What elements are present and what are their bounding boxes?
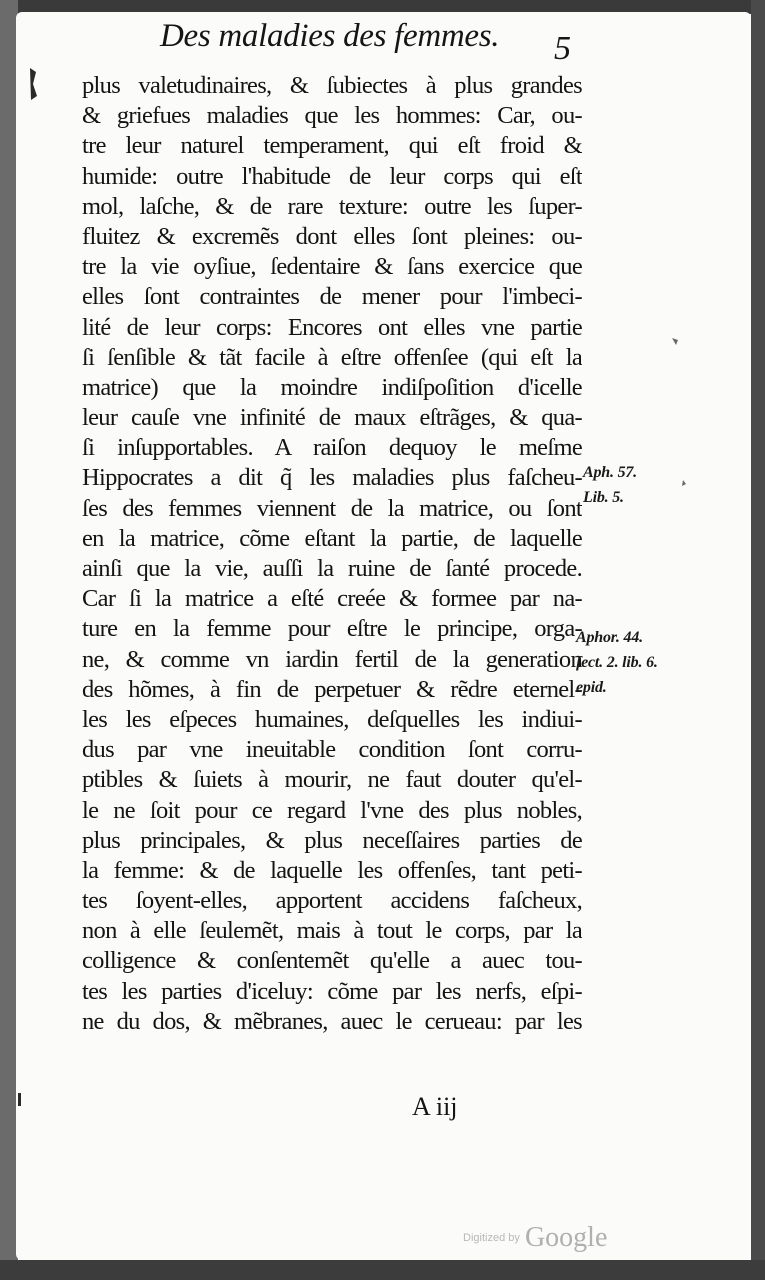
text-line: le ne ſoit pour ce regard l'vne des plus nobles, (82, 796, 582, 824)
text-line: fluitez & excremẽs dont elles ſont pleines: ou- (82, 222, 582, 250)
page-number: 5 (554, 30, 571, 67)
text-line: lité de leur corps: Encores ont elles vne partie (82, 313, 582, 341)
text-line: plus principales, & plus neceſſaires parties de (82, 826, 582, 854)
text-line: ture en la femme pour eſtre le principe, orga- (82, 615, 582, 643)
digitized-by-google-watermark (463, 1222, 607, 1254)
text-line: ptibles & ſuiets à mourir, ne faut douter qu'el- (82, 766, 582, 794)
text-line: humide: outre l'habitude de leur corps qui eſt (82, 162, 582, 190)
text-line: dus par vne ineuitable condition ſont corru- (82, 736, 582, 764)
text-line: ſi inſupportables. A raiſon dequoy le meſme (82, 434, 582, 462)
running-head: Des maladies des femmes. (160, 18, 500, 54)
margin-note-line: epid. (576, 679, 607, 696)
text-line: Hippocrates a dit q̃ les maladies plus faſcheu- (82, 464, 582, 492)
text-line: ne du dos, & mẽbranes, auec le cerueau: par les (82, 1007, 582, 1035)
text-line: ſes des femmes viennent de la matrice, ou ſont (82, 494, 582, 522)
watermark-prefix: Digitized by (463, 1232, 520, 1244)
text-line: ne, & comme vn iardin fertil de la generation (82, 645, 582, 673)
text-line: tre la vie oyſiue, ſedentaire & ſans exercice que (82, 253, 582, 281)
body-text (82, 71, 582, 1037)
margin-note-line: ſect. 2. lib. 6. (576, 654, 658, 671)
text-line: tes ſoyent-elles, apportent accidens faſcheux, (82, 887, 582, 915)
text-line: les les eſpeces humaines, deſquelles les indiui- (82, 705, 582, 733)
text-line: la femme: & de laquelle les offenſes, tant peti- (82, 856, 582, 884)
scan-right-edge (751, 0, 765, 1280)
text-line: plus valetudinaires, & ſubiectes à plus grandes (82, 72, 582, 99)
text-line: non à elle ſeulemẽt, mais à tout le corps, par la (82, 917, 582, 945)
margin-note-line: Aphor. 44. (576, 629, 643, 646)
text-line: ainſi que la vie, auſſi la ruine de ſanté procede. (82, 555, 582, 582)
text-line: matrice) que la moindre indiſpoſition d'icelle (82, 373, 582, 401)
text-line: tes les parties d'iceluy: cõme par les nerfs, eſpi- (82, 977, 582, 1005)
margin-note-aphorism-44 (576, 625, 658, 700)
text-line: ſi ſenſible & tãt facile à eſtre offenſee (qui eſt la (82, 343, 582, 371)
signature-mark: A iij (412, 1092, 458, 1121)
google-wordmark: Google (524, 1222, 608, 1253)
text-line: mol, laſche, & de rare texture: outre les ſuper- (82, 192, 582, 220)
text-line: tre leur naturel temperament, qui eſt froid & (82, 132, 582, 160)
margin-note-line: Aph. 57. (583, 464, 637, 481)
margin-note-line: Lib. 5. (583, 489, 624, 506)
text-line: elles ſont contraintes de mener pour l'imbeci- (82, 283, 582, 311)
scan-bottom-edge (0, 1260, 765, 1280)
text-line: Car ſi la matrice a eſté creée & formee par na- (82, 585, 582, 613)
text-line: & griefues maladies que les hommes: Car, ou- (82, 102, 582, 130)
text-line: des hõmes, à fin de perpetuer & rẽdre eternel- (82, 675, 582, 703)
text-line: leur cauſe vne infinité de maux eſtrãges, & qua- (82, 404, 582, 432)
text-line: en la matrice, cõme eſtant la partie, de laquelle (82, 524, 582, 552)
margin-note-aphorism-57 (583, 460, 637, 510)
text-line: colligence & conſentemẽt qu'elle a auec tou- (82, 947, 582, 975)
